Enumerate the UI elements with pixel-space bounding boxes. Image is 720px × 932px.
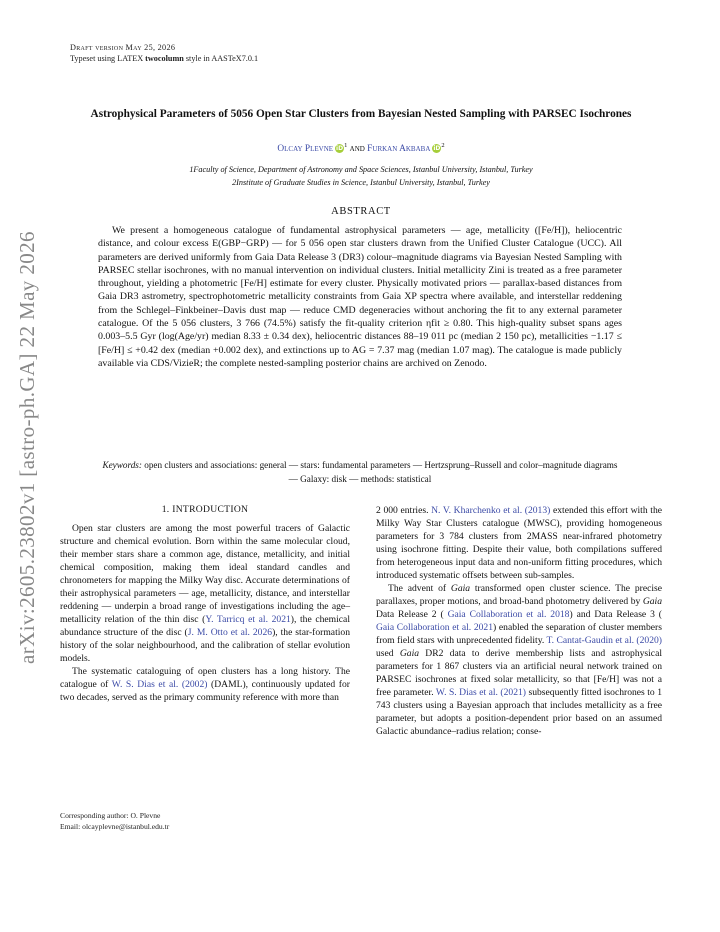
typeset-line [70,53,258,64]
author-link-plevne[interactable]: Olcay Plevne [277,144,334,154]
latex-logo: LATEX [117,54,144,63]
arxiv-identifier-stamp [12,212,42,682]
typeset-suffix: style in AASTeX7.0.1 [183,54,259,63]
author-link-akbaba[interactable]: Furkan Akbaba [367,144,431,154]
arxiv-identifier-text: arXiv:2605.23802v1 [astro-ph.GA] 22 May 2026 [14,230,39,664]
intro-paragraph-2-continued: 2 000 entries. N. V. Kharchenko et al. (2013) extended this effort with the Milky Way Star Clusters catalogue (MWSC), providing homogeneous parameters for 3 784 clusters from 2MASS near-infrared photometry using isochrone fitting. Despite their value, both compilations suffered from heterogeneous input data and non-uniform fitting procedures, which introduced systematic offsets between sub-samples. [376,505,663,581]
citation-link[interactable]: T. Cantat-Gaudin et al. (2020) [546,635,662,646]
affiliations [60,164,662,189]
right-column [376,504,662,738]
typeset-prefix: Typeset using [70,54,118,63]
citation-link[interactable]: W. S. Dias et al. (2002) [111,679,208,690]
keywords-text: open clusters and associations: general — stars: fundamental parameters — Hertzsprung–Russell and color–magnitude diagrams — Galaxy: disk — methods: statistical [144,460,618,484]
corresponding-author: Corresponding author: O. Plevne [60,811,161,820]
corresponding-author-footnote [60,810,350,832]
author-conjunction: and [349,144,365,154]
affiliation-2: 2Institute of Graduate Studies in Science, Istanbul University, Istanbul, Turkey [232,177,490,187]
intro-paragraph-1: Open star clusters are among the most powerful tracers of Galactic structure and chemical evolution. Born within the same molecular cloud, their member stars share a common age, distance, metallicity, and initial chemical composition, making them ideal standard candles and chronometers for mapping the Milky Way disc. Accurate determinations of their astrophysical parameters — age, metallicity, distance, and interstellar reddening — underpin a broad range of investigations including the age–metallicity relation of the thin disc (Y. Tarricq et al. 2021), the chemical abundance structure of the disc (J. M. Otto et al. 2026), the star-formation history of the solar neighbourhood, and the calibration of stellar evolution models. [60,523,350,664]
keywords-block [98,459,622,486]
orcid-icon[interactable]: iD [433,145,441,152]
author-affiliation-mark: 1 [344,142,348,149]
intro-paragraph-2: The systematic cataloguing of open clusters has a long history. The catalogue of W. S. Dias et al. (2002) (DAML), continuously updated for two decades, served as the primary community reference with more than [60,666,350,703]
paper-title: Astrophysical Parameters of 5056 Open Star Clusters from Bayesian Nested Sampling with PARSEC Isochrones [90,108,632,120]
author-list [60,142,662,154]
draft-version-line: Draft version May 25, 2026 [70,43,176,52]
citation-link[interactable]: Y. Tarricq et al. 2021 [205,614,291,625]
corresponding-email[interactable]: Email: olcayplevne@istanbul.edu.tr [60,822,170,831]
intro-paragraph-3: The advent of Gaia transformed open cluster science. The precise parallaxes, proper motions, and broad-band photometry delivered by Gaia Data Release 2 ( Gaia Collaboration et al. 2018) and Data Release 3 ( Gaia Collaboration et al. 2021) enabled the separation of cluster members from field stars with unprecedented fidelity. T. Cantat-Gaudin et al. (2020) used Gaia DR2 data to derive membership lists and astrophysical parameters for 1 867 clusters via an artificial neural network trained on PARSEC isochrones at fixed solar metallicity, so that [Fe/H] was not a free parameter. W. S. Dias et al. (2021) subsequently fitted isochrones to 1 743 clusters using a Bayesian approach that includes metallicity as a free parameter, but adopts a position-dependent prior based on an assumed Galactic abundance–radius relation; conse- [376,583,663,737]
running-header [70,42,258,64]
citation-link[interactable]: Gaia Collaboration et al. 2018 [447,609,570,620]
citation-link[interactable]: W. S. Dias et al. (2021) [435,687,526,698]
section-heading-introduction: 1. INTRODUCTION [161,504,249,515]
affiliation-1: 1Faculty of Science, Department of Astronomy and Space Sciences, Istanbul University, Istanbul, Turkey [189,165,533,174]
citation-link[interactable]: J. M. Otto et al. 2026 [187,627,273,638]
citation-link[interactable]: Gaia Collaboration et al. 2021 [376,622,494,633]
author-affiliation-mark: 2 [441,142,445,149]
abstract-heading: ABSTRACT [331,206,391,217]
left-column [60,522,350,704]
keywords-label: Keywords: [102,460,142,470]
citation-link[interactable]: N. V. Kharchenko et al. (2013) [431,505,551,516]
abstract-body: We present a homogeneous catalogue of fundamental astrophysical parameters — age, metallicity ([Fe/H]), heliocentric distance, and colour excess E(GBP−GRP) — for 5 056 open star clusters drawn from the Unified Cluster Catalogue (UCC). All parameters are derived uniformly from Gaia Data Release 3 (DR3) colour–magnitude diagrams via Bayesian Nested Sampling with PARSEC stellar isochrones, with no manual intervention on individual clusters. Initial metallicity Zini is treated as a free parameter throughout, yielding a photometric [Fe/H] estimate for every cluster. Physically motivated priors — parallax-based distances from Gaia DR3 astrometry, spectrophotometric metallicity constraints from Gaia XP spectra where available, and interstellar reddening from the Schlegel–Finkbeiner–Davis dust map — reduce CMD degeneracies without anchoring the fit to any external parameter catalogue. Of the 5 056 clusters, 3 766 (74.5%) satisfy the fit-quality criterion ηfit ≥ 0.80. This high-quality subset spans ages 0.003–5.5 Gyr (log(Age/yr) median 8.33 ± 0.34 dex), heliocentric distances 88–19 011 pc (median 2 150 pc), metallicities −1.17 ≤ [Fe/H] ≤ +0.42 dex (median +0.002 dex), and extinctions up to AG = 7.37 mag (median 1.07 mag). The catalogue is made publicly available via CDS/VizieR; the complete nested-sampling posterior chains are archived on Zenodo. [98,225,622,369]
typeset-style-name: twocolumn [145,54,184,63]
orcid-icon[interactable]: iD [336,145,344,152]
